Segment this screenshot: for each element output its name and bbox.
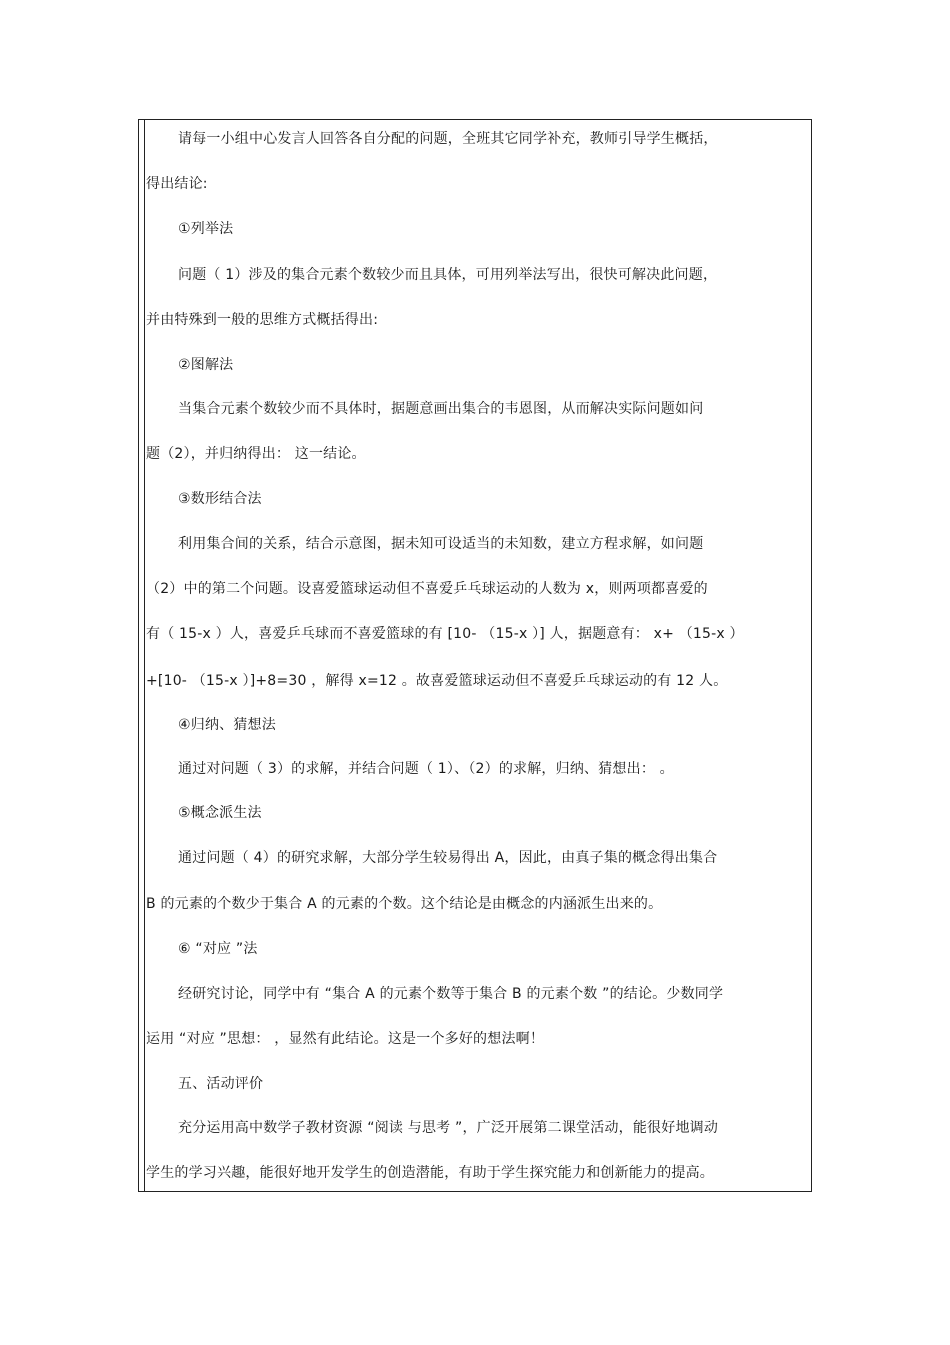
paragraph-line: 经研究讨论，同学中有 “集合 A 的元素个数等于集合 B 的元素个数 ”的结论。少数同学: [178, 986, 724, 1002]
paragraph-line: 充分运用高中数学子教材资源 “阅读 与思考 ”，广泛开展第二课堂活动，能很好地调动: [178, 1120, 719, 1136]
paragraph-line: 运用 “对应 ”思想： ，显然有此结论。这是一个多好的想法啊！: [146, 1031, 545, 1047]
section-heading: ①列举法: [178, 221, 234, 237]
section-heading: ③数形结合法: [178, 491, 262, 507]
paragraph-line: +[10- （15-x ）]+8=30 ，解得 x=12 。故喜爱篮球运动但不喜爱乒乓球运动的有 12 人。: [146, 673, 728, 689]
paragraph-line: 有（ 15-x ）人，喜爱乒乓球而不喜爱篮球的有 [10- （15-x ）] 人，据题意有： x+ （15-x ）: [146, 626, 744, 642]
paragraph-line: 问题（ 1）涉及的集合元素个数较少而且具体，可用列举法写出，很快可解决此问题，: [178, 267, 718, 283]
paragraph-line: 得出结论:: [146, 176, 208, 192]
paragraph-line: 当集合元素个数较少而不具体时，据题意画出集合的韦恩图，从而解决实际问题如问: [178, 401, 704, 417]
paragraph-line: 通过问题（ 4）的研究求解，大部分学生较易得出 A，因此，由真子集的概念得出集合: [178, 850, 718, 866]
paragraph-line: （2）中的第二个问题。设喜爱篮球运动但不喜爱乒乓球运动的人数为 x，则两项都喜爱的: [146, 581, 708, 597]
paragraph-line: 利用集合间的关系，结合示意图，据未知可设适当的未知数，建立方程求解，如问题: [178, 536, 704, 552]
paragraph-line: 学生的学习兴趣，能很好地开发学生的创造潜能，有助于学生探究能力和创新能力的提高。: [146, 1165, 714, 1181]
section-heading: 五、活动评价: [178, 1076, 264, 1092]
section-heading: ④归纳、猜想法: [178, 717, 276, 733]
paragraph-line: 请每一小组中心发言人回答各自分配的问题，全班其它同学补充，教师引导学生概括，: [178, 131, 718, 147]
paragraph-line: 并由特殊到一般的思维方式概括得出:: [146, 312, 379, 328]
paragraph-line: 题（2），并归纳得出： 这一结论。: [146, 446, 366, 462]
paragraph-line: B 的元素的个数少于集合 A 的元素的个数。这个结论是由概念的内涵派生出来的。: [146, 896, 663, 912]
section-heading: ⑤概念派生法: [178, 805, 262, 821]
table-cell-inner-border: [144, 119, 145, 1192]
section-heading: ②图解法: [178, 357, 234, 373]
paragraph-line: 通过对问题（ 3）的求解，并结合问题（ 1）、（2）的求解，归纳、猜想出： 。: [178, 761, 674, 777]
section-heading: ⑥ “对应 ”法: [178, 941, 258, 957]
